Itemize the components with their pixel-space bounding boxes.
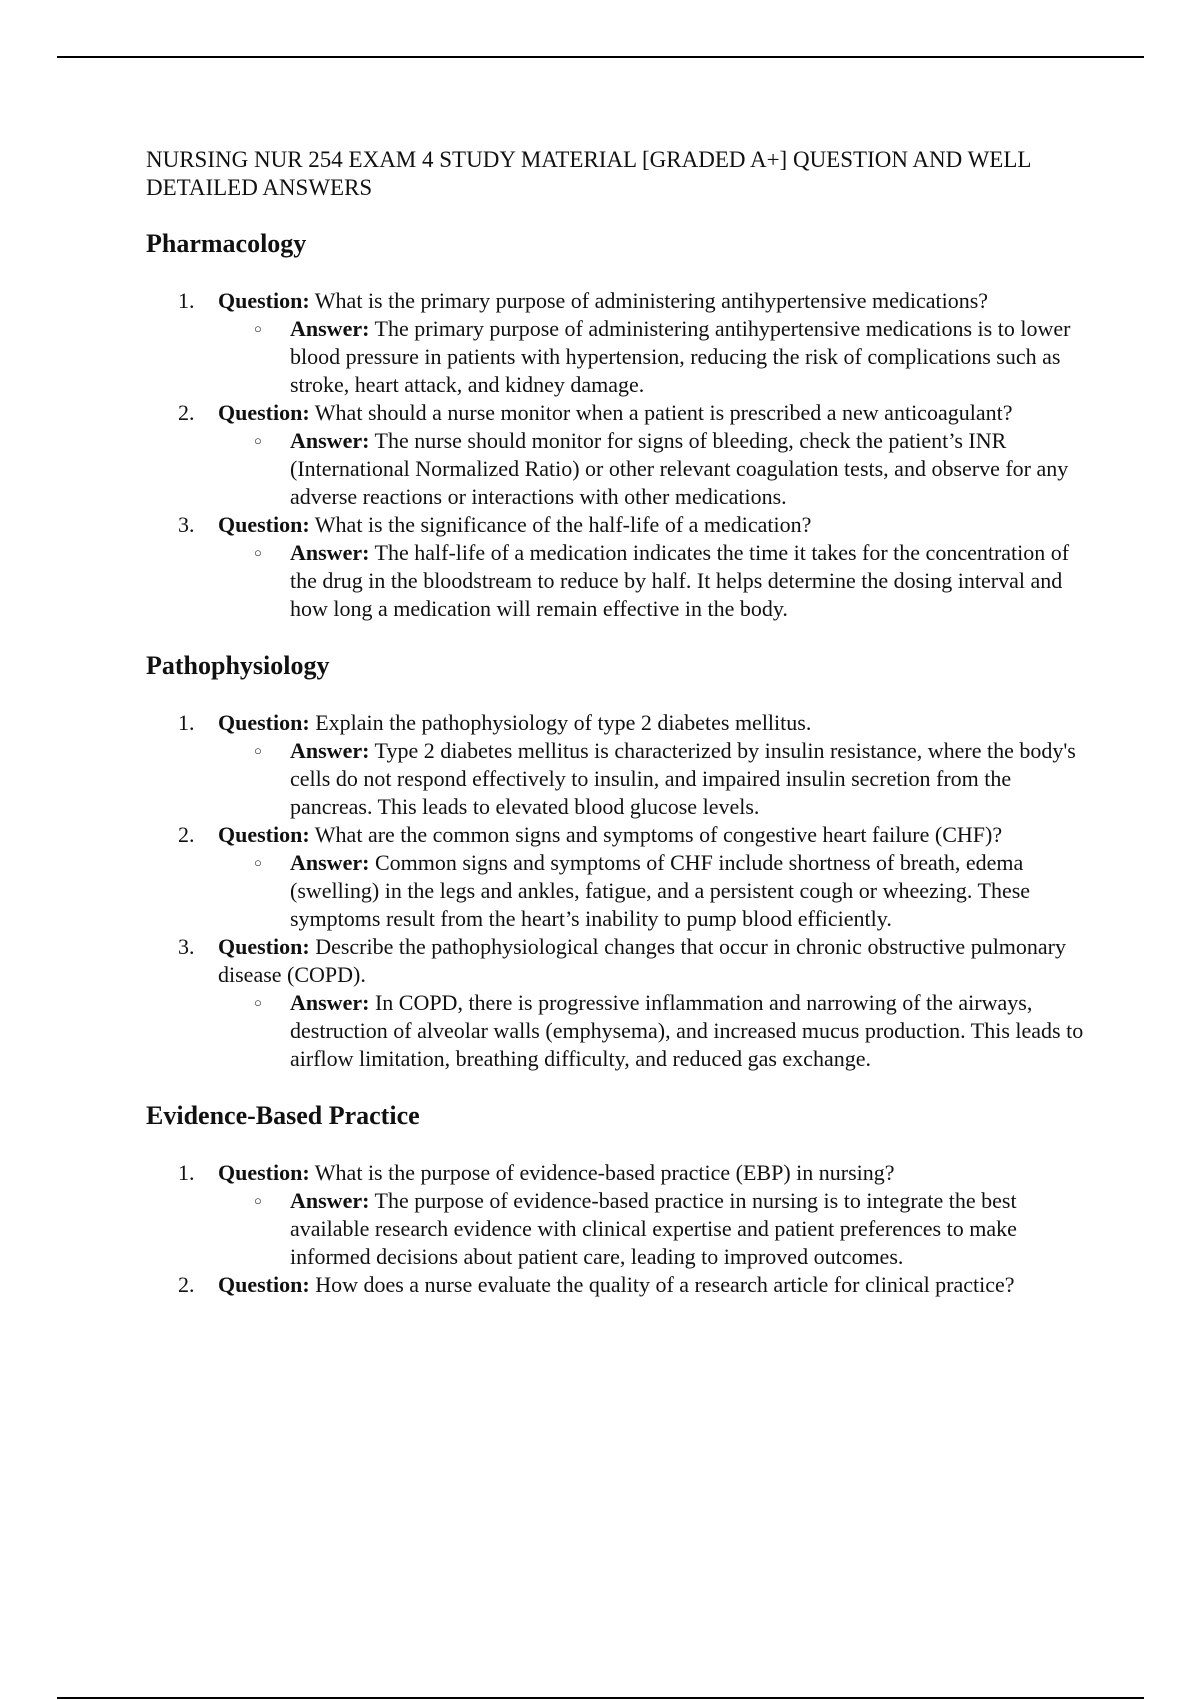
question-label: Question: bbox=[218, 288, 310, 313]
answer-label: Answer: bbox=[290, 738, 370, 763]
answer bbox=[218, 1187, 1091, 1271]
question bbox=[218, 287, 1091, 315]
item-number: 3. bbox=[178, 934, 195, 959]
circle-bullet-icon: ○ bbox=[254, 1193, 262, 1208]
top-rule bbox=[57, 56, 1144, 58]
answer-label: Answer: bbox=[290, 316, 370, 341]
question-label: Question: bbox=[218, 934, 310, 959]
circle-bullet-icon: ○ bbox=[254, 743, 262, 758]
question-item bbox=[146, 287, 1091, 399]
question-list bbox=[146, 287, 1091, 623]
item-number: 2. bbox=[178, 822, 195, 847]
document-title: NURSING NUR 254 EXAM 4 STUDY MATERIAL [GRADED A+] QUESTION AND WELL DETAILED ANSWERS bbox=[146, 147, 1031, 200]
item-number: 2. bbox=[178, 400, 195, 425]
question bbox=[218, 709, 1091, 737]
answer-text: Common signs and symptoms of CHF include shortness of breath, edema (swelling) in the legs and ankles, fatigue, and a persistent cough or wheezing. These symptoms result from the heart’s inability to pump blood efficiently. bbox=[290, 850, 1031, 931]
section bbox=[146, 1101, 1091, 1299]
question-list bbox=[146, 709, 1091, 1073]
question-label: Question: bbox=[218, 822, 310, 847]
section bbox=[146, 229, 1091, 623]
section bbox=[146, 651, 1091, 1073]
answer-text: The nurse should monitor for signs of bleeding, check the patient’s INR (International Normalized Ratio) or other relevant coagulation tests, and observe for any adverse reactions or interactions with other medications. bbox=[290, 428, 1069, 509]
question-text: What should a nurse monitor when a patient is prescribed a new anticoagulant? bbox=[314, 400, 1013, 425]
question bbox=[218, 399, 1091, 427]
question-item bbox=[146, 1159, 1091, 1271]
answer-text: The half-life of a medication indicates the time it takes for the concentration of the drug in the bloodstream to reduce by half. It helps determine the dosing interval and how long a medication will remain effective in the body. bbox=[290, 540, 1070, 621]
section-heading: Pharmacology bbox=[146, 229, 307, 258]
item-number: 1. bbox=[178, 1160, 195, 1185]
item-number: 2. bbox=[178, 1272, 195, 1297]
question-text: Describe the pathophysiological changes that occur in chronic obstructive pulmonary disease (COPD). bbox=[218, 934, 1067, 987]
answer-text: The purpose of evidence-based practice in nursing is to integrate the best available research evidence with clinical expertise and patient preferences to make informed decisions about patient care, leading to improved outcomes. bbox=[290, 1188, 1017, 1269]
question-text: How does a nurse evaluate the quality of a research article for clinical practice? bbox=[315, 1272, 1015, 1297]
question-label: Question: bbox=[218, 512, 310, 537]
circle-bullet-icon: ○ bbox=[254, 433, 262, 448]
question-list bbox=[146, 1159, 1091, 1299]
answer-text: The primary purpose of administering antihypertensive medications is to lower blood pressure in patients with hypertension, reducing the risk of complications such as stroke, heart attack, and kidney damage. bbox=[290, 316, 1071, 397]
question bbox=[218, 1159, 1091, 1187]
question-label: Question: bbox=[218, 400, 310, 425]
answer-label: Answer: bbox=[290, 540, 370, 565]
answer bbox=[218, 849, 1091, 933]
answer bbox=[218, 315, 1091, 399]
question-text: What is the purpose of evidence-based practice (EBP) in nursing? bbox=[314, 1160, 895, 1185]
question bbox=[218, 821, 1091, 849]
answer bbox=[218, 427, 1091, 511]
answer bbox=[218, 737, 1091, 821]
section-heading: Evidence-Based Practice bbox=[146, 1101, 420, 1130]
circle-bullet-icon: ○ bbox=[254, 995, 262, 1010]
question-label: Question: bbox=[218, 1272, 310, 1297]
answer bbox=[218, 539, 1091, 623]
question-label: Question: bbox=[218, 710, 310, 735]
question-item bbox=[146, 1271, 1091, 1299]
question-item bbox=[146, 511, 1091, 623]
question-text: Explain the pathophysiology of type 2 diabetes mellitus. bbox=[315, 710, 812, 735]
item-number: 3. bbox=[178, 512, 195, 537]
bottom-rule bbox=[57, 1697, 1144, 1699]
question-label: Question: bbox=[218, 1160, 310, 1185]
circle-bullet-icon: ○ bbox=[254, 545, 262, 560]
question-text: What is the primary purpose of administering antihypertensive medications? bbox=[314, 288, 989, 313]
question bbox=[218, 511, 1091, 539]
answer-label: Answer: bbox=[290, 850, 370, 875]
document-body bbox=[146, 146, 1091, 1327]
item-number: 1. bbox=[178, 710, 195, 735]
answer bbox=[218, 989, 1091, 1073]
question bbox=[218, 933, 1091, 989]
question-text: What are the common signs and symptoms of congestive heart failure (CHF)? bbox=[314, 822, 1003, 847]
answer-label: Answer: bbox=[290, 1188, 370, 1213]
question-item bbox=[146, 709, 1091, 821]
sections-container bbox=[146, 229, 1091, 1299]
question-item bbox=[146, 399, 1091, 511]
question bbox=[218, 1271, 1091, 1299]
section-heading: Pathophysiology bbox=[146, 651, 330, 680]
question-item bbox=[146, 933, 1091, 1073]
answer-text: Type 2 diabetes mellitus is characterized by insulin resistance, where the body's cells do not respond effectively to insulin, and impaired insulin secretion from the pancreas. This leads to elevated blood glucose levels. bbox=[290, 738, 1076, 819]
question-text: What is the significance of the half-life of a medication? bbox=[314, 512, 812, 537]
question-item bbox=[146, 821, 1091, 933]
circle-bullet-icon: ○ bbox=[254, 855, 262, 870]
answer-label: Answer: bbox=[290, 428, 370, 453]
item-number: 1. bbox=[178, 288, 195, 313]
answer-label: Answer: bbox=[290, 990, 370, 1015]
circle-bullet-icon: ○ bbox=[254, 321, 262, 336]
answer-text: In COPD, there is progressive inflammation and narrowing of the airways, destruction of alveolar walls (emphysema), and increased mucus production. This leads to airflow limitation, breathing difficulty, and reduced gas exchange. bbox=[290, 990, 1084, 1071]
